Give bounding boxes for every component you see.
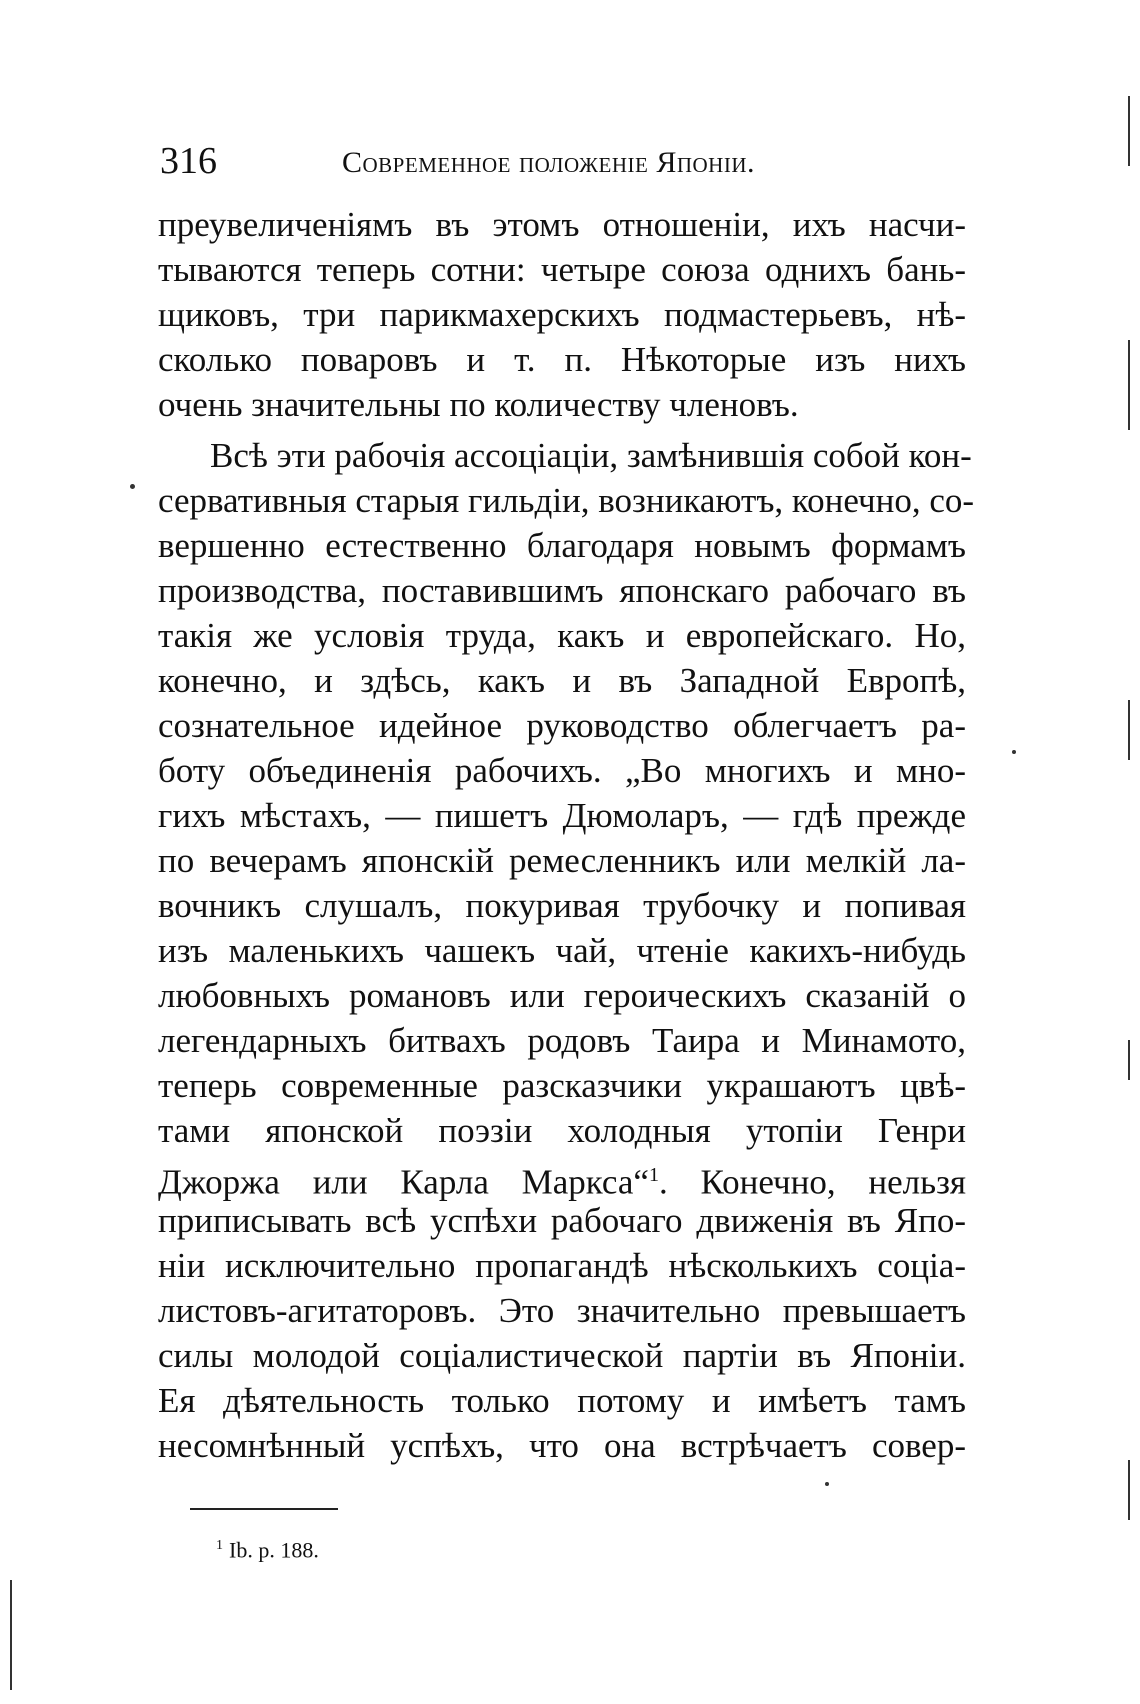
running-title: Современное положеніе Японіи. xyxy=(342,146,755,179)
footnote-mark: 1 xyxy=(216,1538,223,1553)
text-line-with-footnote-ref xyxy=(158,1153,966,1202)
text-line: такія же условія труда, какъ и европейскаго. Но, xyxy=(158,616,966,655)
text-line-indented: Всѣ эти рабочія ассоціаціи, замѣнившія собой кон- xyxy=(210,436,972,475)
text-line: производства, поставившимъ японскаго рабочаго въ xyxy=(158,571,966,610)
scan-edge-line xyxy=(1128,1040,1130,1080)
footnote-reference: 1 xyxy=(648,1164,659,1186)
text-line: конечно, и здѣсь, какъ и въ Западной Европѣ, xyxy=(158,661,966,700)
text-line: сколько поваровъ и т. п. Нѣкоторые изъ нихъ xyxy=(158,340,966,379)
text-line: силы молодой соціалистической партіи въ Японіи. xyxy=(158,1336,966,1375)
text-line: приписывать всѣ успѣхи рабочаго движенія въ Япо- xyxy=(158,1201,966,1240)
page-number: 316 xyxy=(160,140,217,182)
text-line: теперь современные разсказчики украшаютъ цвѣ- xyxy=(158,1066,966,1105)
text-line: любовныхъ романовъ или героическихъ сказаній о xyxy=(158,976,966,1015)
text-line: ніи исключительно пропагандѣ нѣсколькихъ соціа- xyxy=(158,1246,966,1285)
scan-edge-line xyxy=(1128,1460,1130,1520)
scan-edge-line xyxy=(1128,340,1130,430)
text-line: сознательное идейное руководство облегчаетъ ра- xyxy=(158,706,966,745)
text-segment: Джоржа или Карла Маркса“ xyxy=(158,1162,649,1202)
text-line: сервативныя старыя гильдіи, возникаютъ, конечно, со- xyxy=(158,481,975,520)
footnote xyxy=(216,1532,319,1564)
scan-edge-line xyxy=(10,1580,12,1690)
scan-speck xyxy=(1012,750,1016,754)
footnote-divider xyxy=(190,1508,338,1510)
text-line: изъ маленькихъ чашекъ чай, чтеніе какихъ-нибудь xyxy=(158,931,966,970)
text-line: очень значительны по количеству членовъ. xyxy=(158,385,799,424)
text-line: листовъ-агитаторовъ. Это значительно превышаетъ xyxy=(158,1291,966,1330)
scan-speck xyxy=(130,484,135,489)
page-header xyxy=(160,138,960,184)
scan-speck xyxy=(825,1482,829,1486)
text-line: щиковъ, три парикмахерскихъ подмастерьевъ, нѣ- xyxy=(158,295,966,334)
scan-edge-line xyxy=(1128,700,1130,760)
text-line: по вечерамъ японскій ремесленникъ или мелкій ла- xyxy=(158,841,966,880)
text-line: легендарныхъ битвахъ родовъ Таира и Минамото, xyxy=(158,1021,966,1060)
text-line: тываются теперь сотни: четыре союза однихъ бань- xyxy=(158,250,966,289)
text-line: гихъ мѣстахъ, — пишетъ Дюмоларъ, — гдѣ прежде xyxy=(158,796,966,835)
text-line: преувеличеніямъ въ этомъ отношеніи, ихъ насчи- xyxy=(158,205,966,244)
text-line: Ея дѣятельность только потому и имѣетъ тамъ xyxy=(158,1381,966,1420)
text-segment: . Конечно, нельзя xyxy=(658,1162,966,1202)
text-line: тами японской поэзіи холодныя утопіи Генри xyxy=(158,1111,966,1150)
text-line: боту объединенія рабочихъ. „Во многихъ и мно- xyxy=(158,751,966,790)
footnote-text: Ib. p. 188. xyxy=(229,1537,319,1563)
text-line: вочникъ слушалъ, покуривая трубочку и попивая xyxy=(158,886,966,925)
text-line: вершенно естественно благодаря новымъ формамъ xyxy=(158,526,966,565)
text-line: несомнѣнный успѣхъ, что она встрѣчаетъ совер- xyxy=(158,1426,966,1465)
scan-edge-line xyxy=(1128,96,1130,166)
body-text xyxy=(158,202,975,1468)
